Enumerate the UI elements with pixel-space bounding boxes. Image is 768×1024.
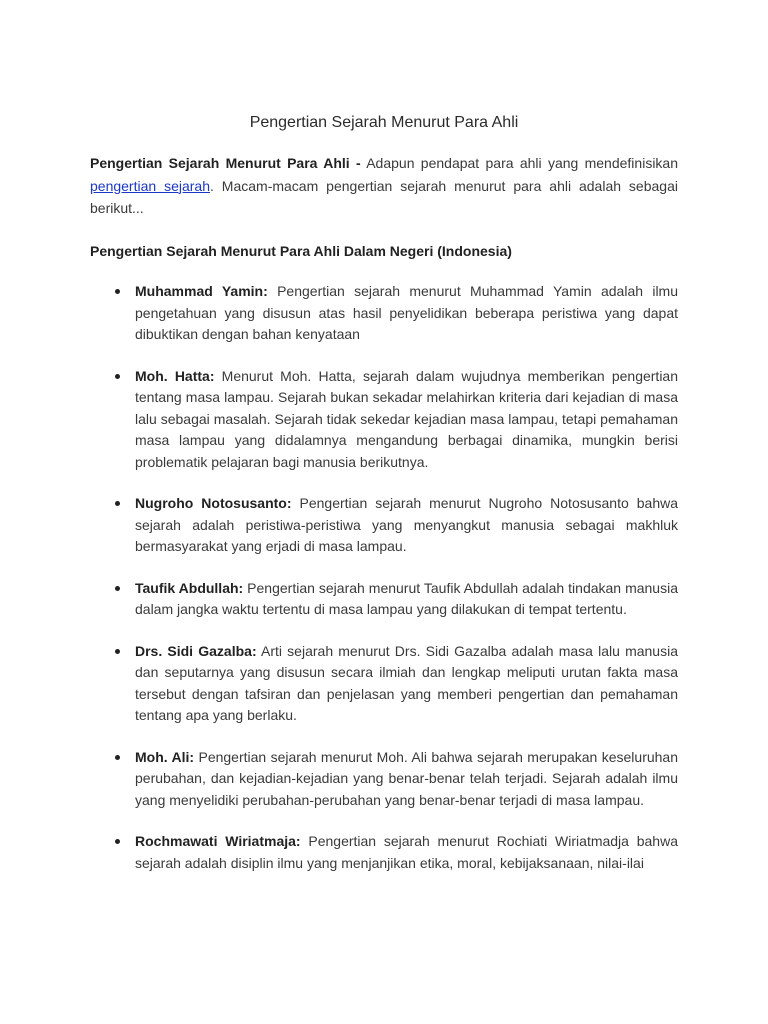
- expert-name: Muhammad Yamin:: [135, 283, 268, 299]
- intro-lead: Pengertian Sejarah Menurut Para Ahli -: [90, 155, 361, 171]
- expert-name: Drs. Sidi Gazalba:: [135, 642, 257, 659]
- expert-description: Pengertian sejarah menurut Moh. Ali bahwa sejarah merupakan keseluruhan perubahan, dan kejadian-kejadian yang benar-benar telah terjadi. Sejarah adalah ilmu yang menyelidiki perubahan-perubahan yang benar-benar terjadi di masa lampau.: [135, 748, 679, 808]
- expert-name: Rochmawati Wiriatmaja:: [135, 833, 301, 849]
- list-item-moh-ali: [90, 747, 678, 812]
- bullet-icon: [115, 586, 120, 591]
- list-item-taufik-abdullah: [90, 578, 678, 621]
- list-item-moh-hatta: [90, 366, 678, 474]
- expert-name: Taufik Abdullah:: [135, 579, 244, 596]
- expert-description: Pengertian sejarah menurut Rochiati Wiriatmadja bahwa sejarah adalah disiplin ilmu yang menjanjikan etika, moral, kebijaksanaan, nilai-ilai: [135, 833, 678, 871]
- experts-list: [90, 281, 678, 894]
- bullet-icon: [115, 649, 120, 654]
- expert-name: Moh. Hatta:: [135, 367, 215, 384]
- expert-name: Nugroho Notosusanto:: [135, 495, 292, 511]
- expert-name: Moh. Ali:: [135, 748, 195, 765]
- bullet-icon: [115, 839, 120, 844]
- list-item-nugroho-notosusanto: [90, 493, 678, 558]
- expert-description: Pengertian sejarah menurut Muhammad Yamin adalah ilmu pengetahuan yang disusun atas hasil penyelidikan beberapa peristiwa yang dapat dibuktikan dengan bahan kenyataan: [135, 283, 678, 342]
- intro-text-after-link: . Macam-macam pengertian sejarah menurut para ahli adalah sebagai berikut...: [90, 177, 678, 216]
- list-item-sidi-gazalba: [90, 641, 678, 727]
- expert-description: Pengertian sejarah menurut Nugroho Notosusanto bahwa sejarah adalah peristiwa-peristiwa yang menyangkut manusia sebagai makhluk bermasyarakat yang erjadi di masa lampau.: [135, 495, 679, 554]
- intro-text-before-link: Adapun pendapat para ahli yang mendefinisikan: [360, 155, 678, 171]
- list-item-rochmawati-wiriatmaja: [90, 831, 678, 874]
- expert-description: Arti sejarah menurut Drs. Sidi Gazalba adalah masa lalu manusia dan seputarnya yang disusun secara ilmiah dan lengkap meliputi urutan fakta masa tersebut dengan tafsiran dan penjelasan yang memberi pengertian dan pemahaman tentang apa yang berlaku.: [135, 642, 678, 723]
- section-heading: Pengertian Sejarah Menurut Para Ahli Dalam Negeri (Indonesia): [90, 243, 512, 259]
- bullet-icon: [115, 755, 120, 760]
- bullet-icon: [115, 374, 120, 379]
- bullet-icon: [115, 501, 120, 506]
- list-item-muhammad-yamin: [90, 281, 678, 346]
- page-title: Pengertian Sejarah Menurut Para Ahli: [249, 114, 519, 131]
- bullet-icon: [115, 289, 120, 294]
- expert-description: Pengertian sejarah menurut Taufik Abdullah adalah tindakan manusia dalam jangka waktu tertentu di masa lampau yang dilakukan di tempat tertentu.: [135, 579, 678, 617]
- intro-paragraph: [90, 152, 678, 220]
- expert-description: Menurut Moh. Hatta, sejarah dalam wujudnya memberikan pengertian tentang masa lampau. Sejarah bukan sekadar melahirkan kriteria dari kejadian di masa lalu sebagai masalah. Sejarah tidak sekedar kejadian masa lampau, tetapi pemahaman masa lampau yang didalamnya mengandung berbagai dinamika, mungkin berisi problematik pelajaran bagi manusia berikutnya.: [135, 367, 679, 470]
- pengertian-sejarah-link[interactable]: pengertian sejarah: [90, 177, 210, 194]
